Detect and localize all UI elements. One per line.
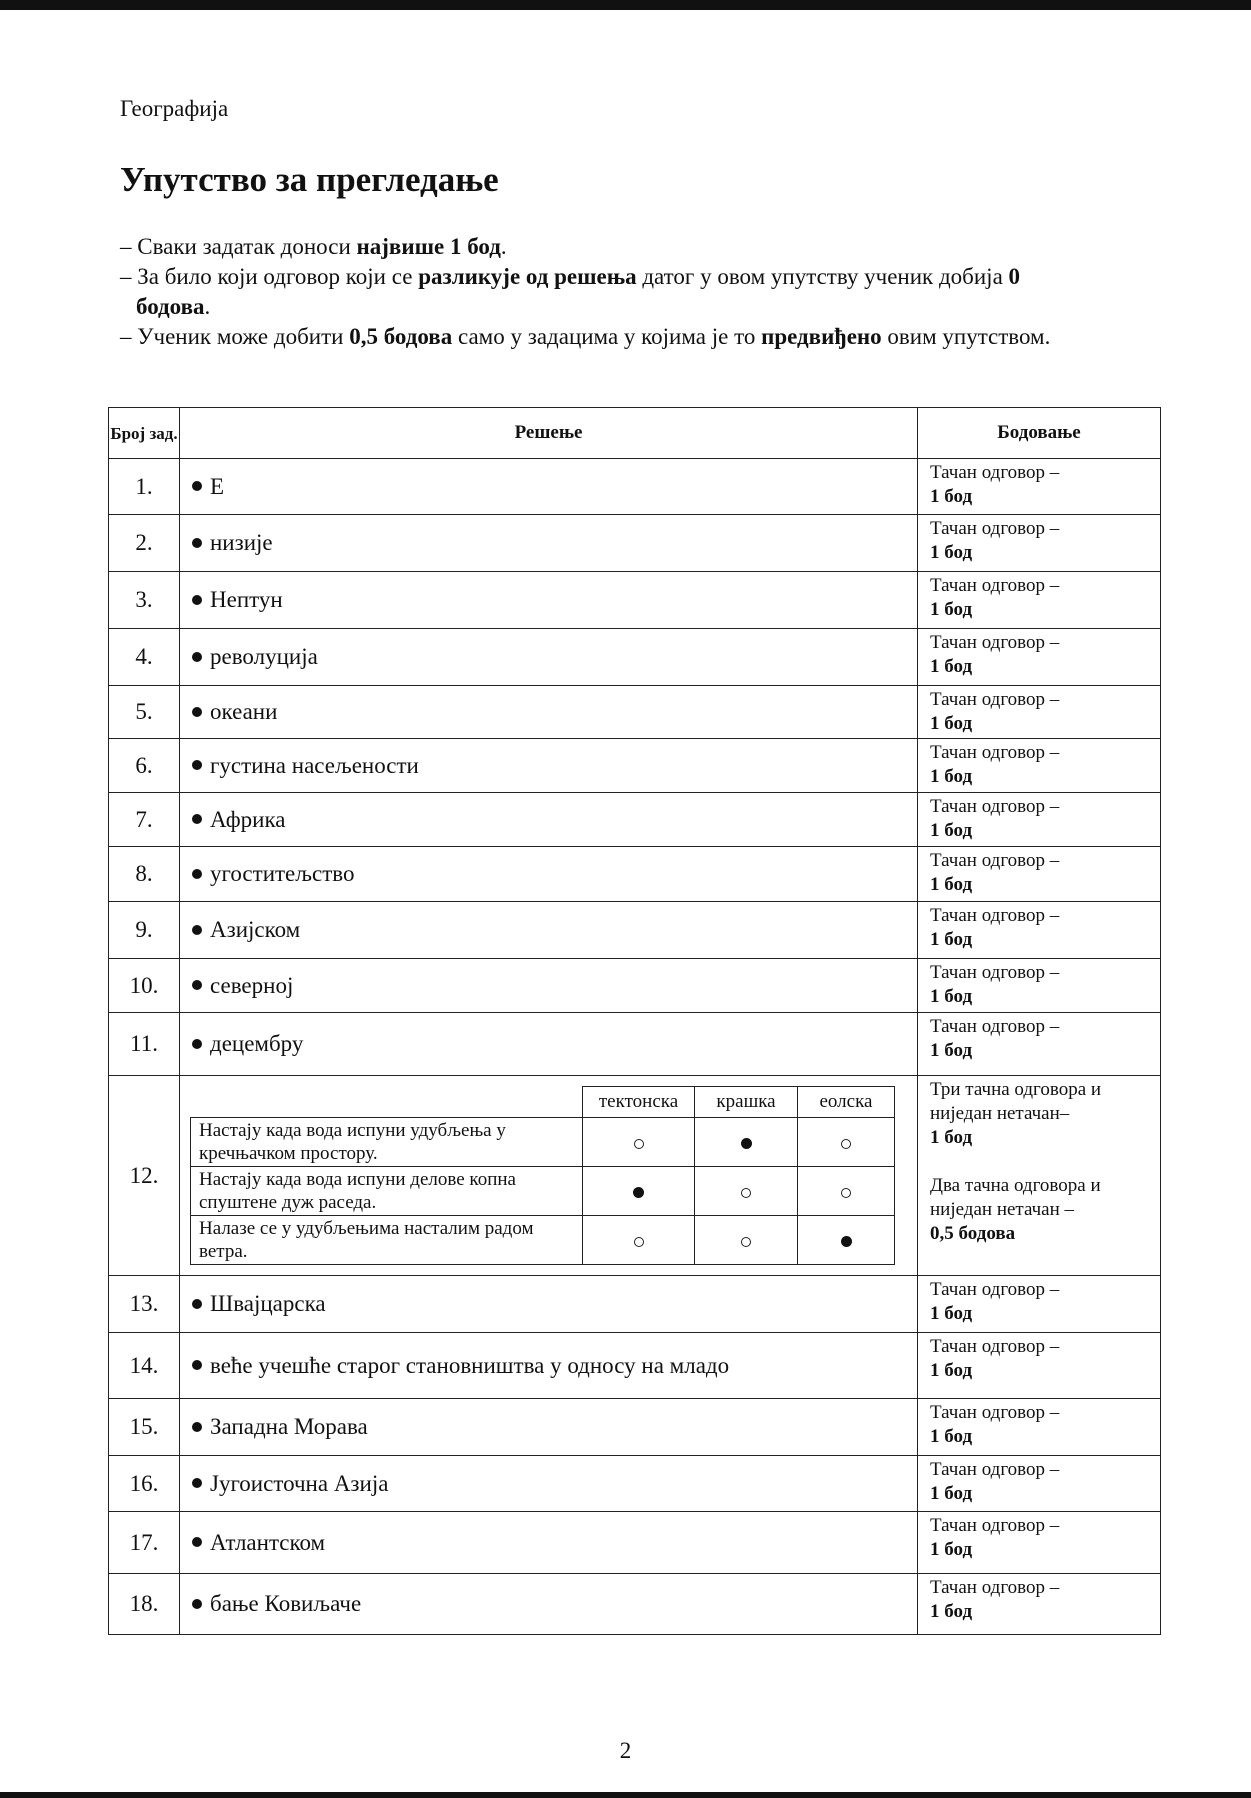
column-header: крашка — [695, 1087, 798, 1118]
bullet-icon — [192, 1599, 202, 1609]
statement-text: Настају када вода испуни делове копна спуштене дуж раседа. — [191, 1167, 583, 1216]
task-number: 6. — [109, 739, 180, 793]
bullet-icon — [192, 1360, 202, 1370]
header-scoring: Бодовање — [918, 408, 1161, 459]
scoring-cell: Тачан одговор – 1 бод — [918, 1512, 1161, 1574]
table-row — [109, 515, 1161, 572]
bullet-icon — [192, 869, 202, 879]
header-solution: Решење — [180, 408, 918, 459]
solution-cell — [180, 686, 918, 739]
bullet-icon — [192, 707, 202, 717]
scoring-cell: Тачан одговор – 1 бод — [918, 1574, 1161, 1635]
table-row — [109, 1456, 1161, 1512]
task-number: 3. — [109, 572, 180, 629]
empty-circle-icon — [695, 1167, 798, 1216]
inner-header-row — [191, 1087, 895, 1118]
bullet-icon — [192, 760, 202, 770]
solution-cell — [180, 902, 918, 959]
solution-cell — [180, 1013, 918, 1076]
table-row — [109, 629, 1161, 686]
solution-cell — [180, 572, 918, 629]
answer-text: веће учешће старог становништва у односу на младо — [210, 1352, 730, 1378]
scoring-cell: Тачан одговор – 1 бод — [918, 739, 1161, 793]
column-header: тектонска — [583, 1087, 695, 1118]
table-row — [109, 739, 1161, 793]
table-row — [109, 1013, 1161, 1076]
solution-cell — [180, 1333, 918, 1399]
task-number: 5. — [109, 686, 180, 739]
empty-circle-icon — [583, 1216, 695, 1265]
answer-text: бање Ковиљаче — [210, 1591, 362, 1616]
answer-text: Западна Морава — [210, 1414, 368, 1439]
filled-circle-icon — [695, 1118, 798, 1167]
task-number: 9. — [109, 902, 180, 959]
task-12-solution — [180, 1076, 918, 1276]
bullet-icon — [192, 1537, 202, 1547]
task-number: 4. — [109, 629, 180, 686]
bullet-icon — [192, 595, 202, 605]
answer-text: Азијском — [210, 917, 301, 942]
scoring-cell: Тачан одговор – 1 бод — [918, 686, 1161, 739]
statement-row — [191, 1216, 895, 1265]
answer-text: Швајцарска — [210, 1291, 326, 1316]
statement-row — [191, 1167, 895, 1216]
bullet-icon — [192, 538, 202, 548]
table-row — [109, 1399, 1161, 1456]
table-row — [109, 847, 1161, 902]
statement-row — [191, 1118, 895, 1167]
scoring-cell: Тачан одговор – 1 бод — [918, 1013, 1161, 1076]
rule-item: – Ученик може добити 0,5 бодова само у задацима у којима је то предвиђено овим упутством. — [120, 324, 1051, 349]
empty-circle-icon — [798, 1167, 895, 1216]
solution-cell — [180, 459, 918, 515]
answer-text: Нептун — [210, 587, 283, 612]
bullet-icon — [192, 1039, 202, 1049]
answer-text: Југоисточна Азија — [210, 1470, 389, 1496]
bullet-icon — [192, 925, 202, 935]
empty-circle-icon — [583, 1118, 695, 1167]
table-row — [109, 1574, 1161, 1635]
answer-text: Африка — [210, 806, 286, 832]
table-row-task-12 — [109, 1076, 1161, 1276]
landform-classification-table — [190, 1086, 895, 1265]
solution-cell — [180, 847, 918, 902]
answer-text: северној — [210, 972, 294, 998]
scoring-cell: Тачан одговор – 1 бод — [918, 459, 1161, 515]
bullet-icon — [192, 1478, 202, 1488]
task-number: 13. — [109, 1276, 180, 1333]
answer-key-table — [108, 407, 1161, 1635]
scoring-cell: Тачан одговор – 1 бод — [918, 959, 1161, 1013]
scoring-cell: Тачан одговор – 1 бод — [918, 847, 1161, 902]
empty-circle-icon — [798, 1118, 895, 1167]
scoring-cell: Тачан одговор – 1 бод — [918, 1276, 1161, 1333]
scoring-cell: Тачан одговор – 1 бод — [918, 1399, 1161, 1456]
top-border — [0, 0, 1251, 10]
table-header-row — [109, 408, 1161, 459]
task-number: 16. — [109, 1456, 180, 1512]
filled-circle-icon — [798, 1216, 895, 1265]
column-header: еолска — [798, 1087, 895, 1118]
bottom-border — [0, 1792, 1251, 1798]
scoring-cell: Тачан одговор – 1 бод — [918, 902, 1161, 959]
solution-cell — [180, 1512, 918, 1574]
bullet-icon — [192, 980, 202, 990]
statement-text: Настају када вода испуни удубљења у кречњачком простору. — [191, 1118, 583, 1167]
statement-text: Налазе се у удубљењима насталим радом ветра. — [191, 1216, 583, 1265]
answer-text: револуција — [210, 644, 318, 669]
scoring-cell: Тачан одговор – 1 бод — [918, 1333, 1161, 1399]
bullet-icon — [192, 481, 202, 491]
task-number: 17. — [109, 1512, 180, 1574]
solution-cell — [180, 959, 918, 1013]
rule-item: – Сваки задатак доноси највише 1 бод. — [120, 234, 507, 259]
solution-cell — [180, 739, 918, 793]
table-row — [109, 686, 1161, 739]
solution-cell — [180, 1276, 918, 1333]
table-row — [109, 1333, 1161, 1399]
table-row — [109, 459, 1161, 515]
subject-label: Географија — [120, 96, 229, 121]
solution-cell — [180, 1456, 918, 1512]
empty-circle-icon — [695, 1216, 798, 1265]
task-number: 8. — [109, 847, 180, 902]
table-row — [109, 572, 1161, 629]
bullet-icon — [192, 814, 202, 824]
answer-text: Е — [210, 473, 225, 499]
solution-cell — [180, 1574, 918, 1635]
table-row — [109, 959, 1161, 1013]
answer-text: океани — [210, 699, 278, 724]
bullet-icon — [192, 1422, 202, 1432]
table-row — [109, 1276, 1161, 1333]
bullet-icon — [192, 652, 202, 662]
filled-circle-icon — [583, 1167, 695, 1216]
task-number: 1. — [109, 459, 180, 515]
task-number: 7. — [109, 793, 180, 847]
table-row — [109, 902, 1161, 959]
answer-text: низије — [210, 530, 273, 555]
answer-text: децембру — [210, 1031, 304, 1056]
solution-cell — [180, 515, 918, 572]
scoring-cell: Тачан одговор – 1 бод — [918, 629, 1161, 686]
task-number: 2. — [109, 515, 180, 572]
solution-cell — [180, 1399, 918, 1456]
scoring-cell: Тачан одговор – 1 бод — [918, 793, 1161, 847]
answer-text: густина насељености — [210, 752, 419, 778]
scoring-rules — [120, 232, 1080, 352]
bullet-icon — [192, 1299, 202, 1309]
answer-text: Атлантском — [210, 1529, 326, 1555]
scoring-cell: Тачан одговор – 1 бод — [918, 515, 1161, 572]
page-number: 2 — [619, 1738, 632, 1763]
solution-cell — [180, 629, 918, 686]
task-number: 11. — [109, 1013, 180, 1076]
scoring-cell: Тачан одговор – 1 бод — [918, 572, 1161, 629]
task-number: 18. — [109, 1574, 180, 1635]
header-task-number: Број зад. — [109, 408, 180, 459]
table-row — [109, 1512, 1161, 1574]
table-row — [109, 793, 1161, 847]
answer-text: угоститељство — [210, 861, 355, 886]
task-number: 10. — [109, 959, 180, 1013]
task-number: 12. — [109, 1076, 180, 1276]
task-number: 14. — [109, 1333, 180, 1399]
rule-item: – За било који одговор који се разликује од решења датог у овом упутству ученик добија 0 бодова. — [120, 264, 1021, 319]
task-12-scoring: Три тачна одговора и ниједан нетачан– 1 бод Два тачна одговора и ниједан нетачан – 0,5 бодова — [918, 1076, 1161, 1276]
page-title: Упутство за прегледање — [120, 160, 499, 199]
task-number: 15. — [109, 1399, 180, 1456]
solution-cell — [180, 793, 918, 847]
scoring-cell: Тачан одговор – 1 бод — [918, 1456, 1161, 1512]
